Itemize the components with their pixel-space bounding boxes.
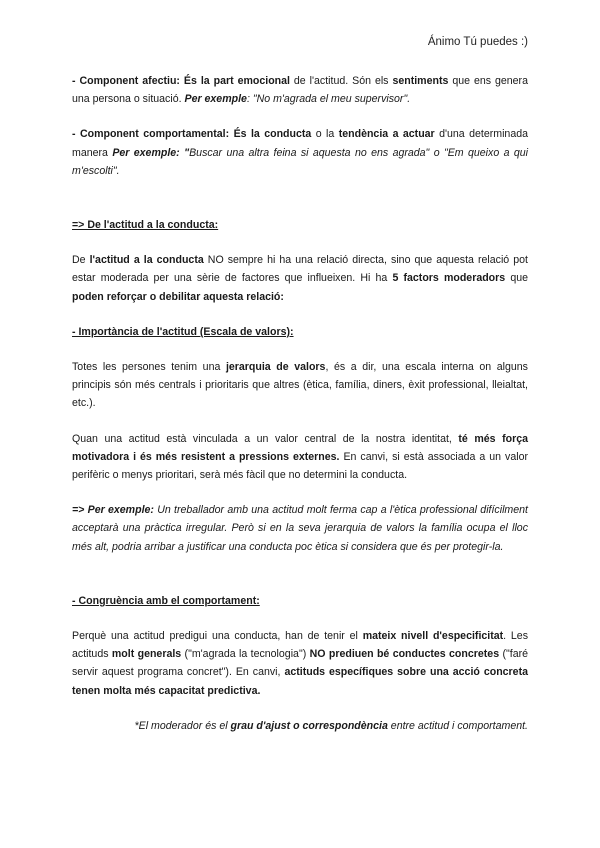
page-header: Ánimo Tú puedes :) bbox=[427, 36, 528, 48]
text-fragment: que bbox=[505, 272, 528, 285]
text-fragment: d'una determinada manera bbox=[72, 128, 529, 159]
document-body bbox=[72, 72, 528, 735]
text-fragment: sentiments bbox=[392, 75, 449, 87]
text-fragment: En canvi, si està associada a un valor perifèric o menys prioritari, serà més fàcil que no determini la conducta. bbox=[72, 450, 528, 482]
text-fragment: ("m'agrada la tecnologia") bbox=[181, 648, 310, 661]
text-fragment: conducta bbox=[264, 128, 312, 141]
text-fragment: o la bbox=[311, 128, 339, 141]
paragraph-congruencia bbox=[72, 627, 528, 700]
paragraph-valor-central bbox=[72, 430, 528, 485]
paragraph-component-comportamental bbox=[72, 125, 528, 180]
text-fragment: És la bbox=[183, 75, 214, 87]
paragraph-component-afectiu bbox=[72, 72, 528, 108]
text-fragment: grau d'ajust o correspondència bbox=[230, 719, 388, 732]
text-fragment: Per exemple: " bbox=[112, 146, 190, 159]
text-fragment: ("faré servir aquest programa concret"). En canvi, bbox=[72, 648, 529, 679]
text-fragment: poden reforçar o debilitar aquesta relació: bbox=[72, 290, 284, 303]
heading-actitud-conducta: => De l'actitud a la conducta: bbox=[72, 219, 219, 232]
text-fragment: => Per exemple: bbox=[72, 504, 154, 517]
text-fragment: l'actitud a la conducta bbox=[89, 254, 204, 267]
text-fragment: té més força motivadora i és més resistent a pressions externes. bbox=[72, 432, 528, 463]
text-fragment: NO sempre hi ha una relació directa, sino que aquesta relació pot estar moderada per una sèrie de factores que influeixen. Hi ha bbox=[72, 254, 528, 285]
text-fragment: entre actitud i comportament. bbox=[387, 719, 528, 732]
text-fragment: Un treballador amb una actitud molt ferma cap a l'ètica professional difícilment acceptarà una pràctica irregular. Però si en la seva jerarquia de valors la família ocupa el lloc més alt, podria arribar a justificar una conducta poc ètica si considera que és per protegir-la. bbox=[72, 504, 528, 553]
text-fragment: Buscar una altra feina si aquesta no ens agrada" o "Em queixo a qui m'escolti". bbox=[72, 146, 528, 177]
paragraph-jerarquia-valors bbox=[72, 358, 528, 413]
text-fragment: : "No m'agrada el meu supervisor". bbox=[246, 93, 411, 106]
note-moderador bbox=[72, 717, 528, 735]
text-fragment: , és a dir, una escala interna on alguns principis són més centrals i prioritaris que altres (ètica, família, diners, èxit professional, lleialtat, etc.). bbox=[72, 361, 528, 410]
text-fragment: És la bbox=[233, 128, 265, 141]
text-fragment: jerarquia de valors bbox=[225, 361, 326, 374]
label-afectiu: - Component afectiu: bbox=[72, 75, 184, 87]
text-fragment: molt generals bbox=[111, 648, 182, 661]
text-fragment: tendència a actuar bbox=[338, 128, 435, 141]
text-fragment: 5 factors moderadors bbox=[392, 272, 506, 285]
text-fragment: mateix nivell d'especificitat bbox=[362, 630, 504, 643]
text-fragment: que ens genera una persona o situació. bbox=[72, 75, 528, 106]
text-fragment: NO prediuen bé conductes concretes bbox=[309, 648, 500, 661]
text-fragment: Per exemple bbox=[184, 93, 247, 106]
text-fragment: De bbox=[72, 254, 90, 267]
heading-congruencia: - Congruència amb el comportament: bbox=[72, 594, 260, 607]
text-fragment: *El moderador és el bbox=[134, 719, 231, 732]
paragraph-exemple bbox=[72, 501, 528, 556]
text-fragment: part emocional bbox=[213, 75, 290, 87]
label-comportamental: - Component comportamental: bbox=[72, 128, 234, 141]
text-fragment: actituds específiques sobre una acció concreta tenen molta més capacitat predictiva. bbox=[72, 666, 528, 697]
text-fragment: Totes les persones tenim una bbox=[72, 361, 226, 374]
text-fragment: de l'actitud. Són els bbox=[289, 75, 393, 87]
paragraph-intro-moderadors bbox=[72, 251, 528, 306]
text-fragment: . Les actituds bbox=[72, 630, 528, 661]
text-fragment: Perquè una actitud predigui una conducta, han de tenir el bbox=[72, 630, 363, 643]
text-fragment: Quan una actitud està vinculada a un valor central de la nostra identitat, bbox=[72, 432, 459, 445]
heading-importancia-actitud: - Importància de l'actitud (Escala de valors): bbox=[72, 325, 294, 338]
